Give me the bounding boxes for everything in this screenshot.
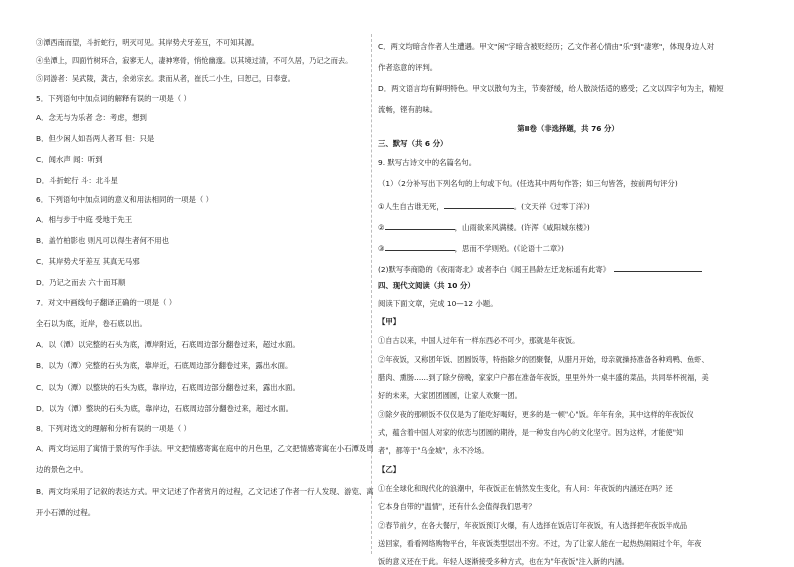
answer-blank-1[interactable] bbox=[444, 200, 514, 209]
q5-option-b: B．但少闲人如吾两人者耳 但：只是 bbox=[36, 134, 155, 143]
q8-option-d: D．两文语言均有鲜明特色。甲文以散句为主，节奏舒缓，给人散淡恬适的感受；乙文以四字句为主，精短 bbox=[378, 84, 724, 93]
q7-quote: 全石以为底，近岸，卷石底以出。 bbox=[36, 319, 147, 328]
q9-item-1-source: 。(文天祥《过零丁洋》) bbox=[513, 202, 590, 211]
passage-yi-line: ①在全球化和现代化的浪潮中，年夜饭正在悄然发生变化，有人问：年夜饭的内涵还在吗？还 bbox=[378, 484, 673, 493]
q9-item-2-number: ② bbox=[378, 223, 385, 232]
part-2-heading: 第Ⅱ卷（非选择题，共 76 分） bbox=[517, 124, 619, 133]
passage-line: ⑤同游者：吴武陵，龚古，余弟宗玄。隶而从者，崔氏二小生，曰恕己，曰奉壹。 bbox=[36, 74, 295, 83]
passage-jia-line: 好的未来，大家团团圆圆，让家人欢聚一团。 bbox=[378, 391, 522, 400]
q7-option-b: B．以为（潭）完整的石头为底，靠岸近，石底周边部分翻卷过来，露出水面。 bbox=[36, 361, 293, 370]
question-6-stem: 6．下列语句中加点词的意义和用法相同的一项是（ ） bbox=[36, 195, 214, 204]
answer-blank-4[interactable] bbox=[614, 263, 702, 272]
passage-line: ④坐潭上，四面竹树环合，寂寥无人，凄神寒骨，悄怆幽邃。以其境过清，不可久居，乃记之而去。 bbox=[36, 56, 353, 65]
q7-option-d: D．以为（潭）整块的石头为底，靠岸边，石底周边部分翻卷过来，超过水面。 bbox=[36, 404, 293, 413]
q9-item-2-line: ，山雨欲来风满楼。(许浑《咸阳城东楼》) bbox=[454, 223, 590, 232]
q9-item-1-prompt: ①人生自古谁无死， bbox=[378, 202, 444, 211]
passage-yi-line: 饭的意义还在于此。年轻人逐渐接受多种方式，也在为"年夜饭"注入新的内涵。 bbox=[378, 557, 629, 566]
q9-item-1 bbox=[378, 200, 590, 212]
q8-option-c: C．两文均暗含作者人生遭遇。甲文"闲"字暗含被贬经历；乙文作者心情由"乐"到"凄寒"，体现身边人对 bbox=[378, 42, 714, 51]
answer-blank-2[interactable] bbox=[385, 221, 455, 230]
passage-yi-line: 送回家，看看网络购物平台，年夜饭类型层出不穷。不过，为了让家人能在一起热热闹闹过个年，年夜 bbox=[378, 539, 702, 548]
passage-jia-label: 【甲】 bbox=[378, 317, 401, 326]
passage-yi-line: 它本身自带的"温情"，还有什么会值得我们思考？ bbox=[378, 502, 536, 511]
answer-blank-3[interactable] bbox=[385, 242, 455, 251]
q7-option-c: C．以为（潭）以整块的石头为底，靠岸边，石底周边部分翻卷过来，露出水面。 bbox=[36, 383, 300, 392]
passage-jia-line: ③除夕夜的那顿饭不仅仅是为了能吃好喝好，更多的是一顿"心"饭。年年有余，其中这样的年夜饭仪 bbox=[378, 410, 694, 419]
q5-option-a: A．念无与为乐者 念：考虑，想到 bbox=[36, 113, 147, 122]
q8-option-b-cont: 开小石潭的过程。 bbox=[36, 508, 96, 517]
q9-part-2-prompt: (2)默写李商隐的《夜雨寄北》或者李白《闻王昌龄左迁龙标遥有此寄》 bbox=[378, 265, 611, 274]
reading-instructions: 阅读下面文章，完成 10—12 小题。 bbox=[378, 299, 498, 308]
q9-item-2 bbox=[378, 221, 590, 233]
passage-yi-line: ②春节前夕，在各大餐厅，年夜饭预订火爆，有人选择在饭店订年夜饭，有人选择把年夜饭半成品 bbox=[378, 521, 688, 530]
q5-option-d: D．斗折蛇行 斗：北斗星 bbox=[36, 176, 118, 185]
q6-option-d: D．乃记之而去 六十而耳顺 bbox=[36, 278, 126, 287]
passage-jia-line: 式，蕴含着中国人对家的依恋与团圆的期待，是一种发自内心的文化坚守。因为这样，才能使"知 bbox=[378, 428, 684, 437]
question-9-stem: 9. 默写古诗文中的名篇名句。 bbox=[378, 158, 477, 167]
q9-item-4 bbox=[378, 263, 702, 275]
question-7-stem: 7．对文中画线句子翻译正确的一项是（ ） bbox=[36, 298, 177, 307]
passage-jia-line: ①自古以来，中国人过年有一样东西必不可少，那就是年夜饭。 bbox=[378, 336, 580, 345]
q9-item-3 bbox=[378, 242, 564, 254]
section-4-heading: 四、现代文阅读（共 10 分） bbox=[378, 281, 475, 290]
passage-jia-line: ②年夜饭，又称团年饭、团圆饭等，特指除夕的团聚餐，从腊月开始，母亲就操持准备各种鸡鸭、鱼虾、 bbox=[378, 355, 709, 364]
question-5-stem: 5．下列语句中加点词的解释有误的一项是（ ） bbox=[36, 94, 191, 103]
q8-option-b: B．两文均采用了记叙的表达方式。甲文记述了作者赏月的过程，乙文记述了作者一行人发现、游览、离 bbox=[36, 487, 374, 496]
q5-option-c: C．闻水声 闻：听到 bbox=[36, 155, 103, 164]
section-3-heading: 三、默写（共 6 分） bbox=[378, 139, 448, 148]
passage-jia-line: 腊肉、熏肠……到了除夕傍晚，家家户户都在准备年夜饭，里里外外一桌丰盛的菜品，共同举杯祝福，美 bbox=[378, 373, 709, 382]
q8-option-d-cont: 流畅，铿有韵味。 bbox=[378, 105, 438, 114]
passage-jia-line: 者"，都等于"乌金城"，永不冷场。 bbox=[378, 446, 489, 455]
q6-option-b: B．盖竹柏影也 则凡可以得生者何不用也 bbox=[36, 236, 170, 245]
column-divider bbox=[371, 34, 372, 554]
q6-option-a: A．相与步于中庭 受地于先王 bbox=[36, 215, 133, 224]
q6-option-c: C．其岸势犬牙差互 其真无马邪 bbox=[36, 257, 140, 266]
q9-item-3-line: ，思而不学则殆。(《论语十二章》) bbox=[454, 244, 564, 253]
q9-part-1-instructions: （1）（2分补写出下列名句的上句或下句。(任选其中两句作答；如三句皆答，按前两句评分) bbox=[378, 179, 678, 188]
q8-option-a-cont: 边的景色之中。 bbox=[36, 465, 88, 474]
passage-line: ③潭西南而望，斗折蛇行，明灭可见。其岸势犬牙差互，不可知其源。 bbox=[36, 38, 259, 47]
q8-option-c-cont: 作者恣意的评判。 bbox=[378, 63, 438, 72]
q7-option-a: A．以（潭）以完整的石头为底，潭岸附近，石底周边部分翻卷过来，超过水面。 bbox=[36, 340, 300, 349]
passage-yi-label: 【乙】 bbox=[378, 465, 401, 474]
question-8-stem: 8．下列对选文的理解和分析有误的一项是（ ） bbox=[36, 424, 191, 433]
q9-item-3-number: ③ bbox=[378, 244, 385, 253]
q8-option-a: A．两文均运用了寓情于景的写作手法。甲文把情感寄寓在庭中的月色里，乙文把情感寄寓在小石潭及周 bbox=[36, 444, 374, 453]
